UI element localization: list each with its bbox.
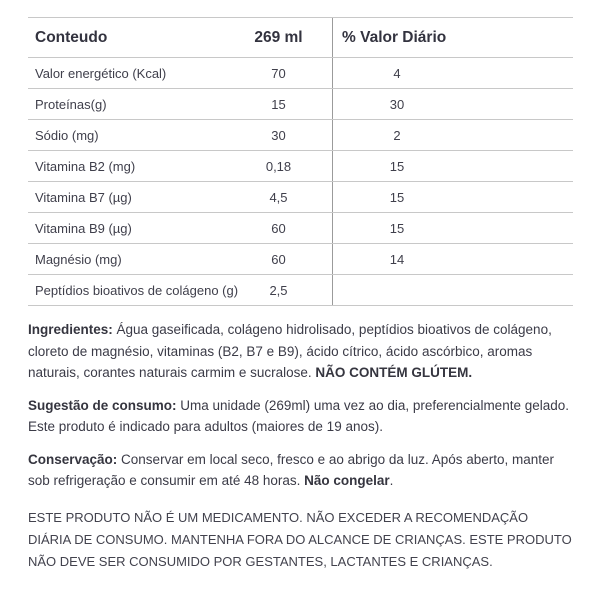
row-amount: 70 [271,65,286,81]
table-row [28,151,573,182]
table-row [28,275,573,306]
table-row [28,182,573,213]
paragraphs [28,319,574,573]
row-label: Peptídios bioativos de colágeno (g) [35,282,239,298]
table-row [28,89,573,120]
row-amount: 30 [271,127,286,143]
table-header-serving-size: 269 ml [254,28,303,46]
table-header-row [28,18,573,58]
row-dv: 30 [389,96,405,112]
row-amount: 2,5 [269,282,288,298]
row-amount: 15 [271,96,286,112]
table-row [28,58,573,89]
paragraph-storage: Conservação: Conservar em local seco, fresco e ao abrigo da luz. Após aberto, manter sob refrigeração e consumir em até 48 horas. Não congelar. [28,451,555,488]
table-row [28,213,573,244]
paragraph-ingredients: Ingredientes: Água gaseificada, colágeno hidrolisado, peptídios bioativos de colágeno, cloreto de magnésio, vitaminas (B2, B7 e B9), ácido cítrico, ácido ascórbico, aromas naturais, corantes naturais carmim e sucralose. NÃO CONTÉM GLÚTEM. [28,322,552,380]
row-label: Vitamina B9 (µg) [35,220,132,236]
row-amount: 60 [271,220,286,236]
row-label: Vitamina B2 (mg) [35,158,136,174]
row-dv: 14 [389,251,405,267]
row-label: Vitamina B7 (µg) [35,189,132,205]
nutrition-table-body [28,58,573,306]
row-amount: 4,5 [269,189,288,205]
row-label: Sódio (mg) [35,127,99,143]
paragraph-disclaimer: ESTE PRODUTO NÃO É UM MEDICAMENTO. NÃO EXCEDER A RECOMENDAÇÃO DIÁRIA DE CONSUMO. MANTENHA FORA DO ALCANCE DE CRIANÇAS. ESTE PRODUTO NÃO DEVE SER CONSUMIDO POR GESTANTES, LACTANTES E CRIANÇAS. [28,509,572,569]
nutrition-table [28,17,573,306]
row-label: Valor energético (Kcal) [35,65,167,81]
row-label: Proteínas(g) [35,96,107,112]
row-dv: 4 [393,65,401,81]
table-row [28,120,573,151]
row-dv: 15 [389,189,405,205]
row-label: Magnésio (mg) [35,251,122,267]
row-amount: 0,18 [265,158,292,174]
row-dv: 15 [389,220,405,236]
paragraph-serving-suggestion: Sugestão de consumo: Uma unidade (269ml) uma vez ao dia, preferencialmente gelado. Este produto é indicado para adultos (maiores de 19 anos). [28,397,569,434]
table-header-daily-value: % Valor Diário [342,28,447,46]
row-dv: 15 [389,158,405,174]
row-amount: 60 [271,251,286,267]
row-dv: 2 [393,127,401,143]
table-row [28,244,573,275]
table-header-content: Conteudo [35,28,108,46]
